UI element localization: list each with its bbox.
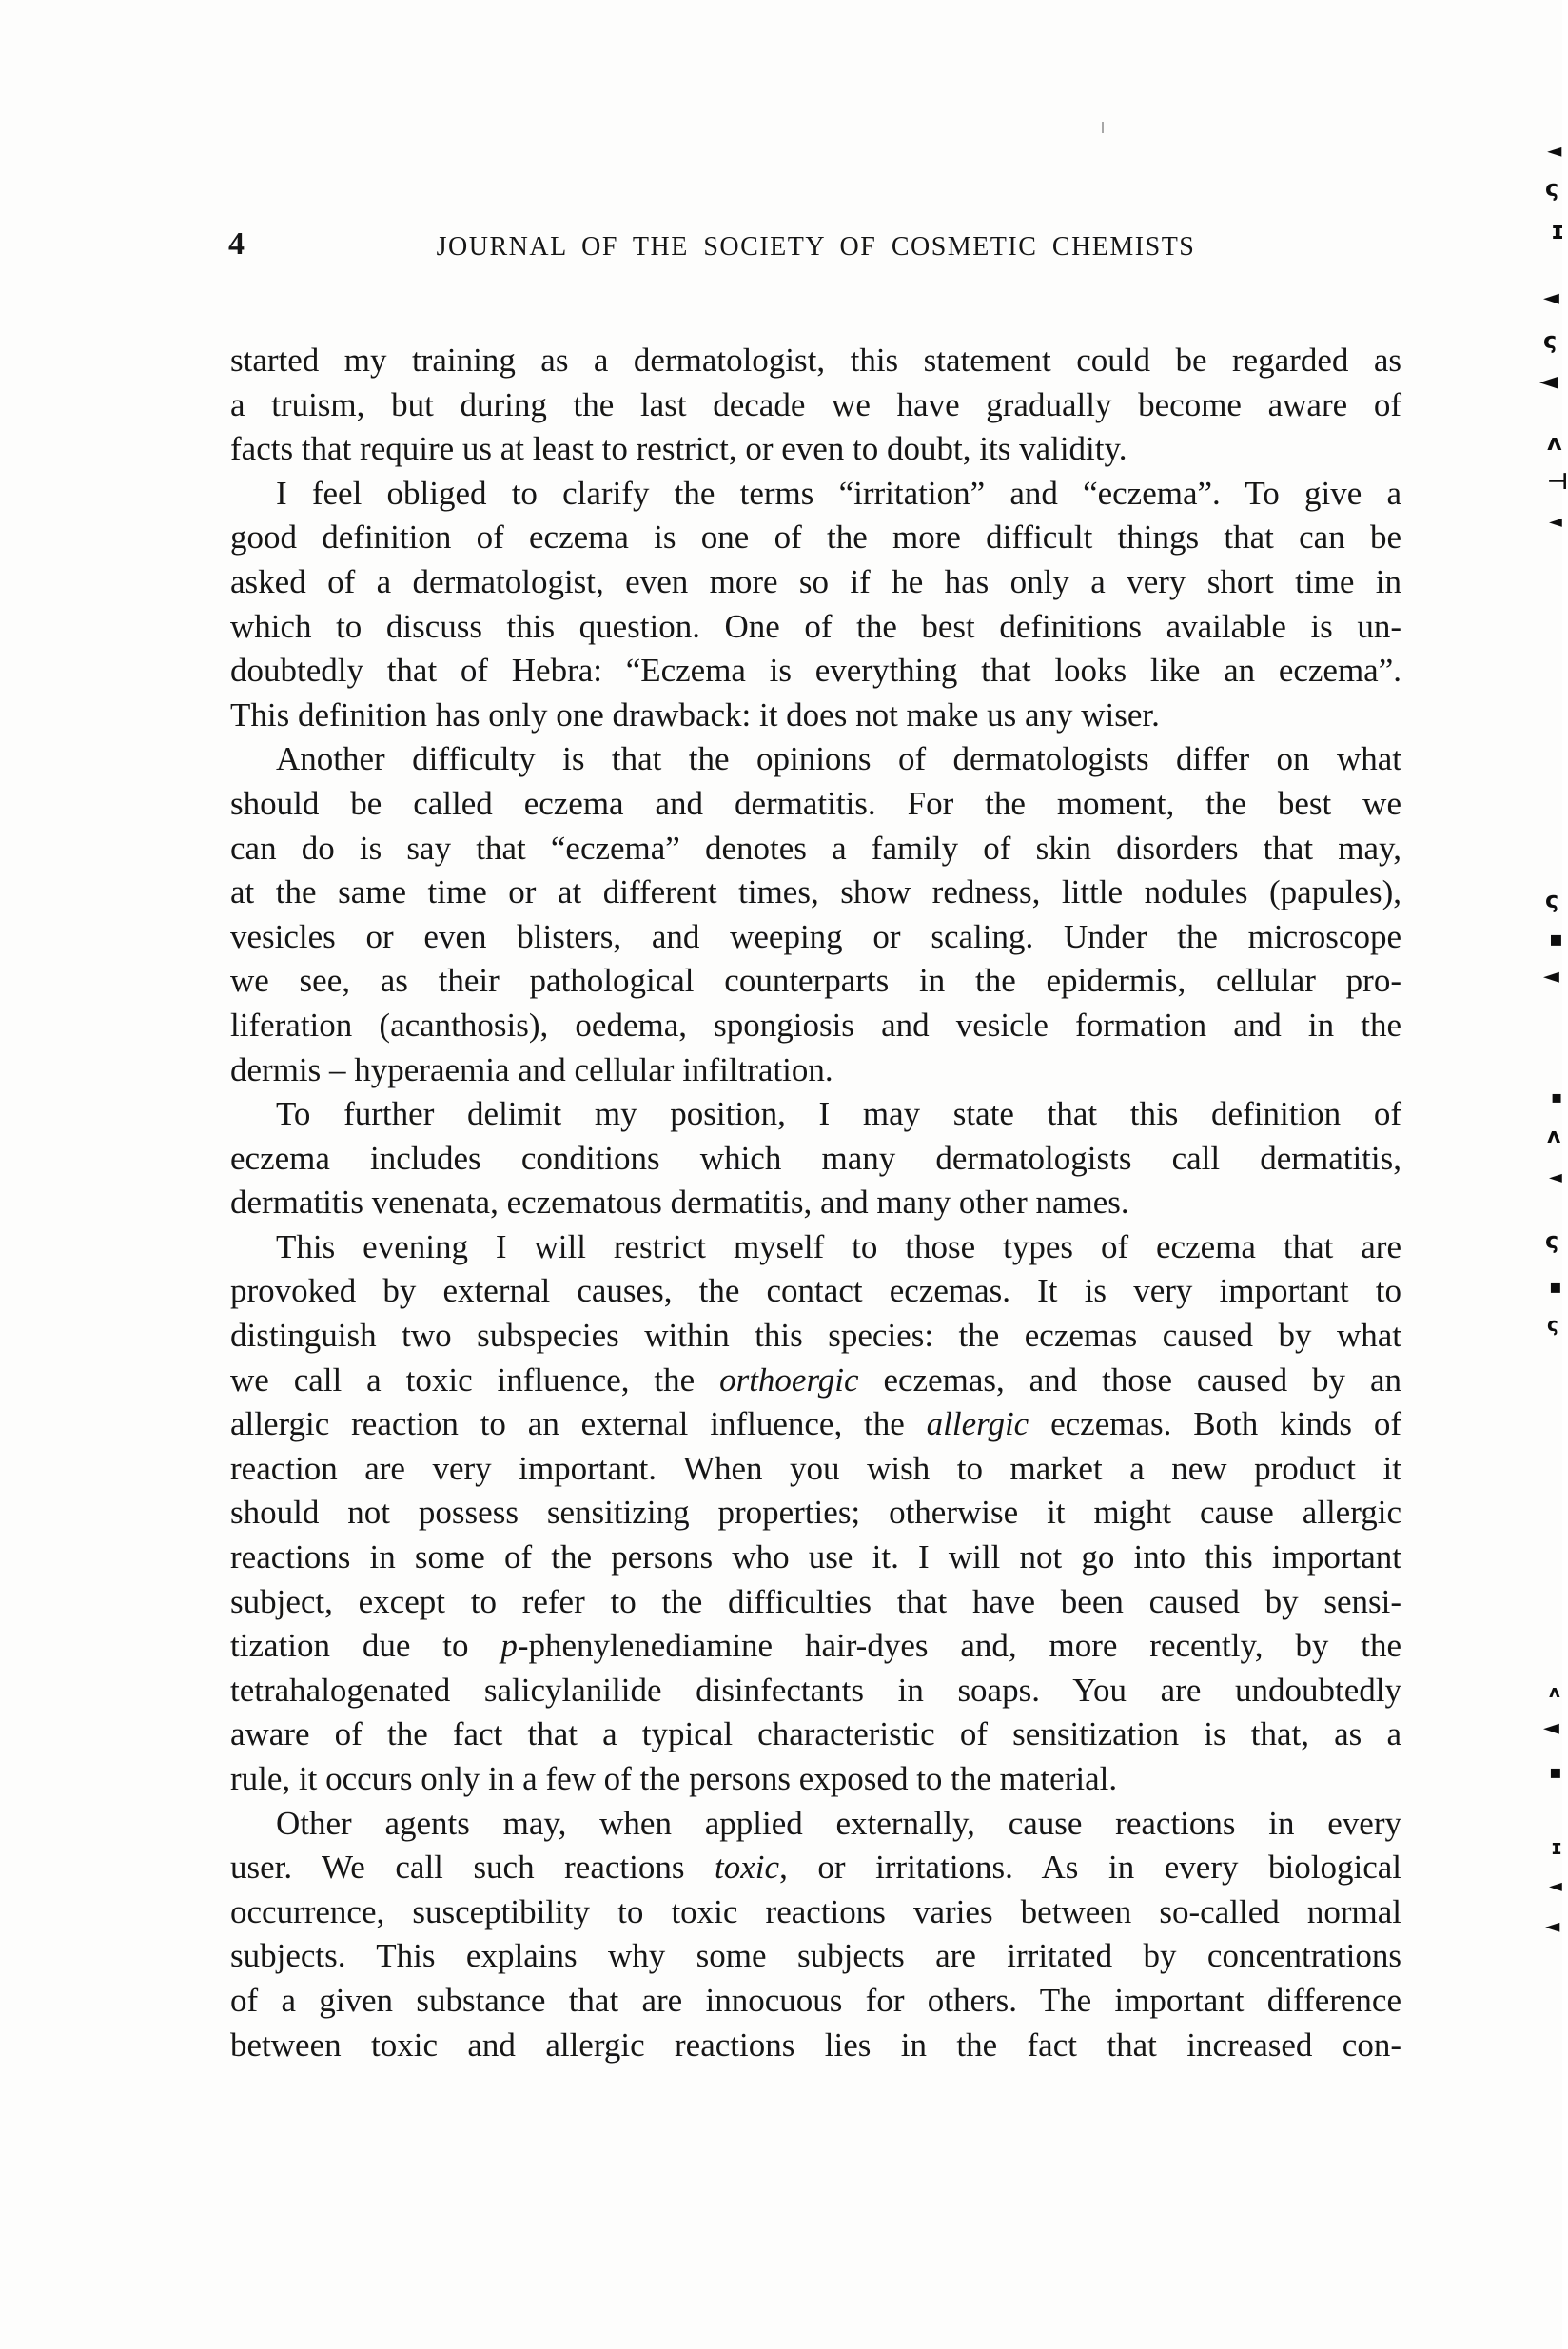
article-body xyxy=(230,339,1401,2067)
text-line: tization due to p-phenylenediamine hair-dyes and, more recently, by the xyxy=(230,1627,1401,1665)
edge-artifact-mark: ◄ xyxy=(1549,1167,1562,1187)
text-line: a truism, but during the last decade we have gradually become aware of xyxy=(230,385,1401,423)
text-line: user. We call such reactions toxic, or irritations. As in every biological xyxy=(230,1849,1401,1887)
text-line: we call a toxic influence, the orthoergic eczemas, and those caused by an xyxy=(230,1360,1401,1399)
italic-text: p xyxy=(500,1627,518,1665)
text-line: started my training as a dermatologist, this statement could be regarded as xyxy=(230,342,1401,379)
text-line: can do is say that “eczema” denotes a family of skin disorders that may, xyxy=(230,829,1401,867)
text-line: Other agents may, when applied externally, cause reactions in every xyxy=(276,1804,1401,1842)
text-line: reactions in some of the persons who use it. I will not go into this important xyxy=(230,1538,1401,1576)
italic-text: toxic xyxy=(715,1849,780,1887)
edge-artifact-mark: ς xyxy=(1543,327,1558,354)
text-line: subjects. This explains why some subjects are irritated by concentrations xyxy=(230,1937,1401,1975)
text-line: of a given substance that are innocuous for others. The important difference xyxy=(230,1981,1401,2019)
edge-artifact-mark: ʌ xyxy=(1547,429,1562,456)
text-line: eczema includes conditions which many dermatologists call dermatitis, xyxy=(230,1139,1401,1177)
edge-artifact-mark: ⊣ xyxy=(1547,468,1568,495)
edge-artifact-mark: ▪ xyxy=(1549,1760,1562,1783)
edge-artifact-mark: ς xyxy=(1545,1227,1559,1254)
edge-artifact-mark: ▪ xyxy=(1551,1087,1563,1107)
edge-artifact-mark: ς xyxy=(1547,1313,1558,1336)
text-line: I feel obliged to clarify the terms “irritation” and “eczema”. To give a xyxy=(276,474,1401,512)
paragraph xyxy=(230,339,1401,472)
edge-artifact-mark: ʌ xyxy=(1547,1125,1561,1148)
italic-text: orthoergic xyxy=(719,1360,859,1399)
text-line: rule, it occurs only in a few of the persons exposed to the material. xyxy=(230,1760,1118,1797)
text-line: between toxic and allergic reactions lies in the fact that increased con- xyxy=(230,2026,1401,2064)
edge-artifact-mark: ʌ xyxy=(1549,1682,1560,1702)
text-line: aware of the fact that a typical characteristic of sensitization is that, as a xyxy=(230,1715,1401,1753)
text-line: This evening I will restrict myself to those types of eczema that are xyxy=(276,1227,1401,1265)
text-line: we see, as their pathological counterparts in the epidermis, cellular pro- xyxy=(230,962,1401,1000)
text-line: provoked by external causes, the contact eczemas. It is very important to xyxy=(230,1272,1401,1310)
scan-tick-artifact xyxy=(1102,122,1104,133)
paragraph xyxy=(230,1092,1401,1225)
text-line: To further delimit my position, I may state that this definition of xyxy=(276,1095,1401,1133)
edge-artifact-mark: ɪ xyxy=(1551,1836,1562,1860)
text-line: This definition has only one drawback: it does not make us any wiser. xyxy=(230,695,1160,734)
text-line: distinguish two subspecies within this species: the eczemas caused by what xyxy=(230,1317,1401,1355)
text-line: allergic reaction to an external influence, the allergic eczemas. Both kinds of xyxy=(230,1405,1401,1443)
edge-artifact-mark: ɪ xyxy=(1551,217,1565,245)
text-line: tetrahalogenated salicylanilide disinfectants in soaps. You are undoubtedly xyxy=(230,1671,1401,1709)
edge-artifact-mark: ◄ xyxy=(1545,1914,1560,1937)
edge-artifact-mark: ◄ xyxy=(1549,1876,1562,1896)
text-line: subject, except to refer to the difficulties that have been caused by sensi- xyxy=(230,1582,1401,1620)
text-line: which to discuss this question. One of the best definitions available is un- xyxy=(230,607,1401,645)
text-line: occurrence, susceptibility to toxic reactions varies between so-called normal xyxy=(230,1892,1401,1930)
text-line: should not possess sensitizing properties; otherwise it might cause allergic xyxy=(230,1494,1401,1532)
edge-artifact-mark: ◄ xyxy=(1543,965,1559,989)
edge-artifact-mark: ▪ xyxy=(1549,928,1563,951)
text-line: facts that require us at least to restrict, or even to doubt, its validity. xyxy=(230,430,1127,468)
text-line: good definition of eczema is one of the more difficult things that can be xyxy=(230,519,1401,557)
paragraph xyxy=(230,737,1401,1092)
edge-artifact-mark: ◄ xyxy=(1539,367,1558,396)
paragraph xyxy=(230,1802,1401,2068)
italic-text: allergic xyxy=(926,1405,1029,1443)
text-line: reaction are very important. When you wish to market a new product it xyxy=(230,1449,1401,1487)
text-line: asked of a dermatologist, even more so if he has only a very short time in xyxy=(230,562,1401,600)
edge-artifact-mark: ◄ xyxy=(1549,512,1562,532)
page-number: 4 xyxy=(228,226,245,262)
paragraph xyxy=(230,472,1401,738)
text-line: should be called eczema and dermatitis. For the moment, the best we xyxy=(230,784,1401,822)
edge-artifact-mark: ◄ xyxy=(1547,139,1562,162)
text-line: doubtedly that of Hebra: “Eczema is everything that looks like an eczema”. xyxy=(230,652,1401,690)
paragraph xyxy=(230,1225,1401,1802)
text-line: vesicles or even blisters, and weeping or scaling. Under the microscope xyxy=(230,917,1401,955)
text-line: dermis – hyperaemia and cellular infiltration. xyxy=(230,1050,833,1088)
edge-artifact-mark: ς xyxy=(1545,887,1559,913)
edge-artifact-mark: ◄ xyxy=(1543,1716,1559,1740)
text-line: liferation (acanthosis), oedema, spongiosis and vesicle formation and in the xyxy=(230,1006,1401,1044)
edge-artifact-mark: ▪ xyxy=(1549,1275,1562,1298)
text-line: Another difficulty is that the opinions of dermatologists differ on what xyxy=(276,740,1401,778)
text-line: dermatitis venenata, eczematous dermatitis, and many other names. xyxy=(230,1184,1129,1222)
text-line: at the same time or at different times, show redness, little nodules (papules), xyxy=(230,873,1401,911)
running-head: JOURNAL OF THE SOCIETY OF COSMETIC CHEMISTS xyxy=(436,232,1196,262)
edge-artifact-mark: ς xyxy=(1545,175,1559,202)
edge-artifact-mark: ◄ xyxy=(1543,286,1559,310)
